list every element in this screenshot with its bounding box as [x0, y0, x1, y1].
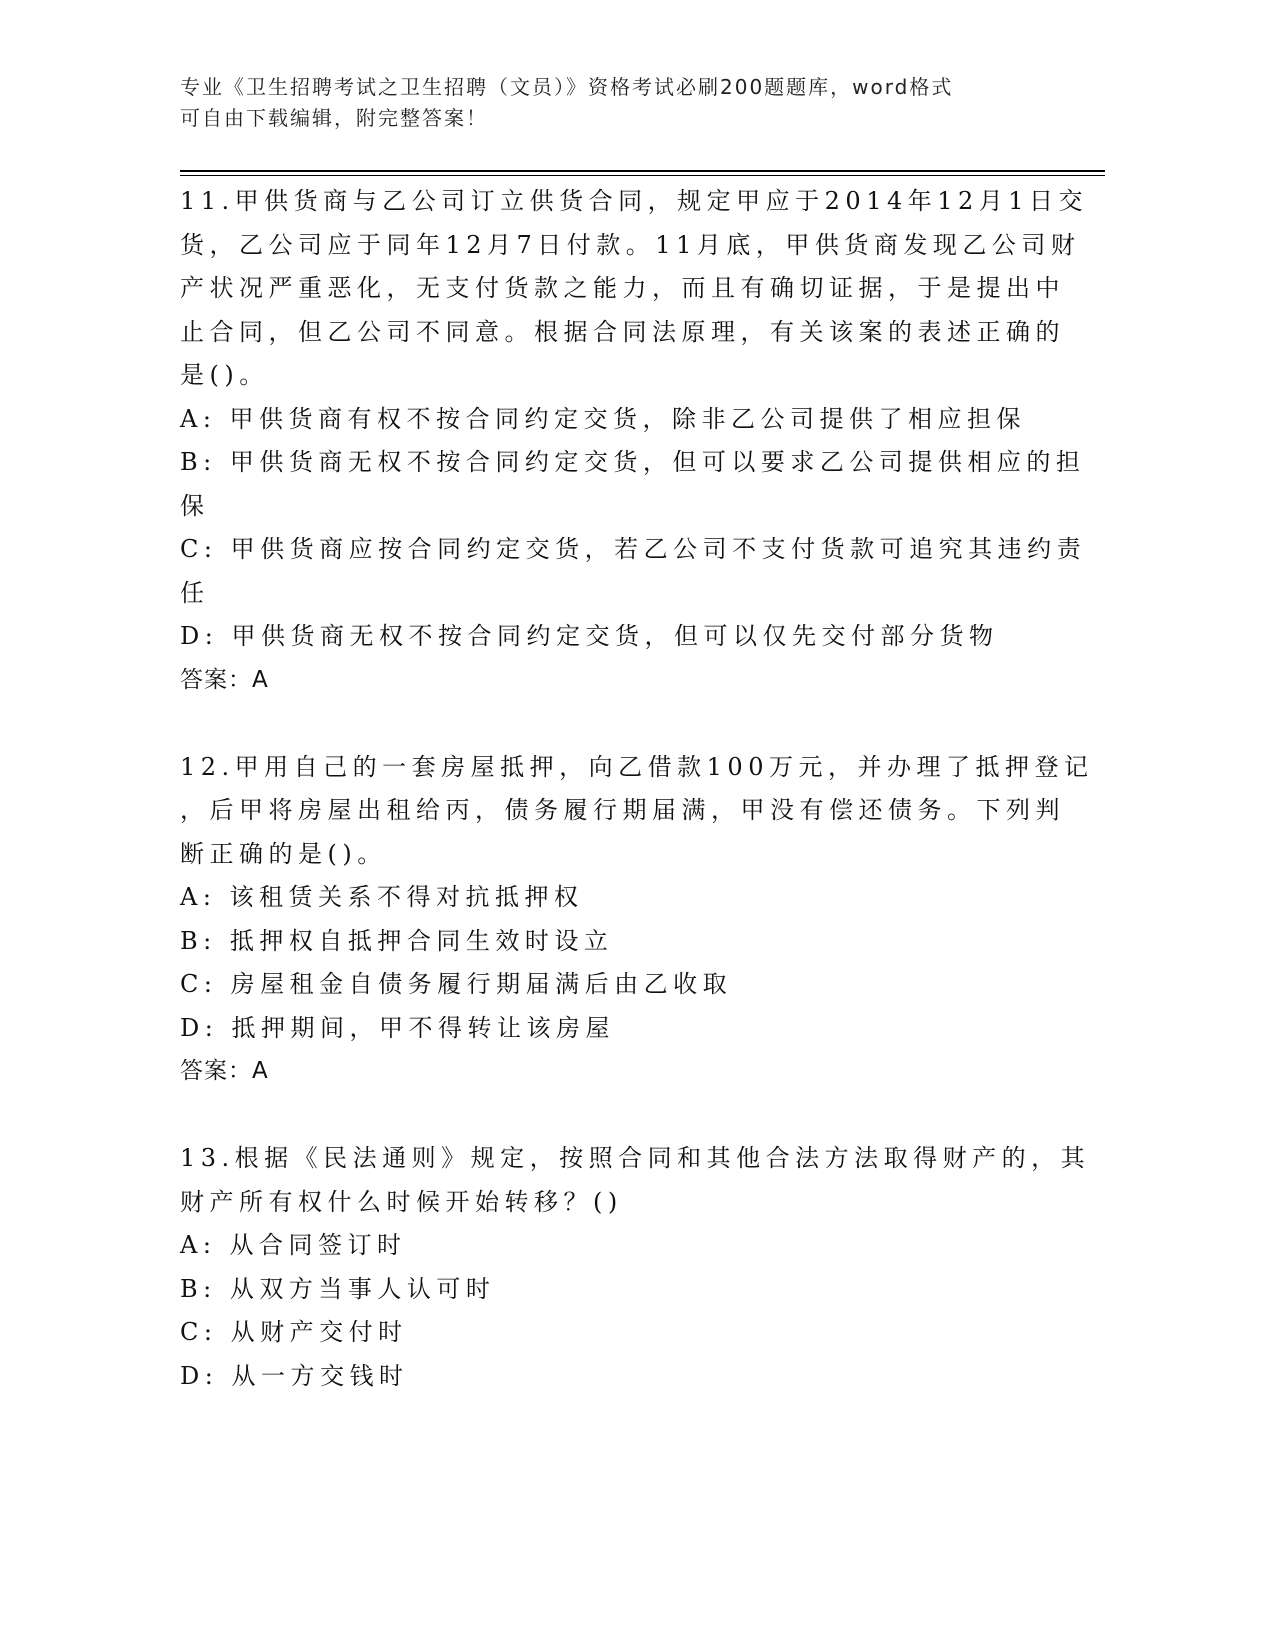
answer-option-line: A: 甲供货商有权不按合同约定交货，除非乙公司提供了相应担保: [180, 404, 1027, 433]
answer-option-line: A: 从合同签订时: [180, 1231, 407, 1259]
question-stem-line: 11.甲供货商与乙公司订立供货合同，规定甲应于2014年12月1日交: [180, 187, 1089, 215]
answer-key: 答案：A: [180, 1058, 269, 1084]
question-stem-line: 财产所有权什么时候开始转移？(): [180, 1187, 623, 1216]
question-12: [180, 746, 1094, 1138]
spacer: [180, 1094, 1080, 1138]
question-13: [180, 1137, 1091, 1398]
answer-key: 答案：A: [180, 666, 269, 693]
question-stem-line: 货，乙公司应于同年12月7日付款。11月底，甲供货商发现乙公司财: [180, 230, 1081, 259]
question-stem-line: 13.根据《民法通则》规定，按照合同和其他合法方法取得财产的，其: [180, 1144, 1091, 1172]
header-divider-thin: [180, 175, 1105, 176]
answer-option-line: D: 从一方交钱时: [180, 1361, 409, 1390]
question-11: [180, 180, 1089, 746]
question-stem-line: 止合同，但乙公司不同意。根据合同法原理，有关该案的表述正确的: [180, 317, 1065, 346]
question-stem-line: 12.甲用自己的一套房屋抵押，向乙借款100万元，并办理了抵押登记: [180, 752, 1094, 781]
header-line: 可自由下载编辑，附完整答案！: [180, 106, 488, 130]
document-header: [180, 72, 1080, 134]
answer-option-line: 保: [180, 491, 210, 520]
question-stem-line: ，后甲将房屋出租给丙，债务履行期届满，甲没有偿还债务。下列判: [180, 796, 1065, 824]
question-stem-line: 断正确的是()。: [180, 839, 387, 868]
answer-option-line: C: 甲供货商应按合同约定交货，若乙公司不支付货款可追究其违约责: [180, 535, 1087, 563]
answer-option-line: C: 从财产交付时: [180, 1318, 408, 1346]
header-line: 专业《卫生招聘考试之卫生招聘（文员）》资格考试必刷200题题库，word格式: [180, 75, 954, 99]
answer-option-line: B: 从双方当事人认可时: [180, 1274, 496, 1303]
answer-option-line: B: 甲供货商无权不按合同约定交货，但可以要求乙公司提供相应的担: [180, 448, 1086, 476]
answer-option-line: B: 抵押权自抵押合同生效时设立: [180, 926, 614, 955]
answer-option-line: 任: [180, 578, 210, 607]
answer-option-line: D: 甲供货商无权不按合同约定交货，但可以仅先交付部分货物: [180, 622, 999, 650]
question-stem-line: 产状况严重恶化，无支付货款之能力，而且有确切证据，于是提出中: [180, 274, 1065, 302]
question-list: [180, 180, 1094, 1398]
answer-option-line: C: 房屋租金自债务履行期届满后由乙收取: [180, 970, 733, 998]
question-stem-line: 是()。: [180, 361, 269, 389]
spacer: [180, 702, 1080, 746]
header-divider: [180, 170, 1105, 172]
answer-option-line: D: 抵押期间，甲不得转让该房屋: [180, 1013, 615, 1042]
answer-option-line: A: 该租赁关系不得对抗抵押权: [180, 883, 584, 911]
